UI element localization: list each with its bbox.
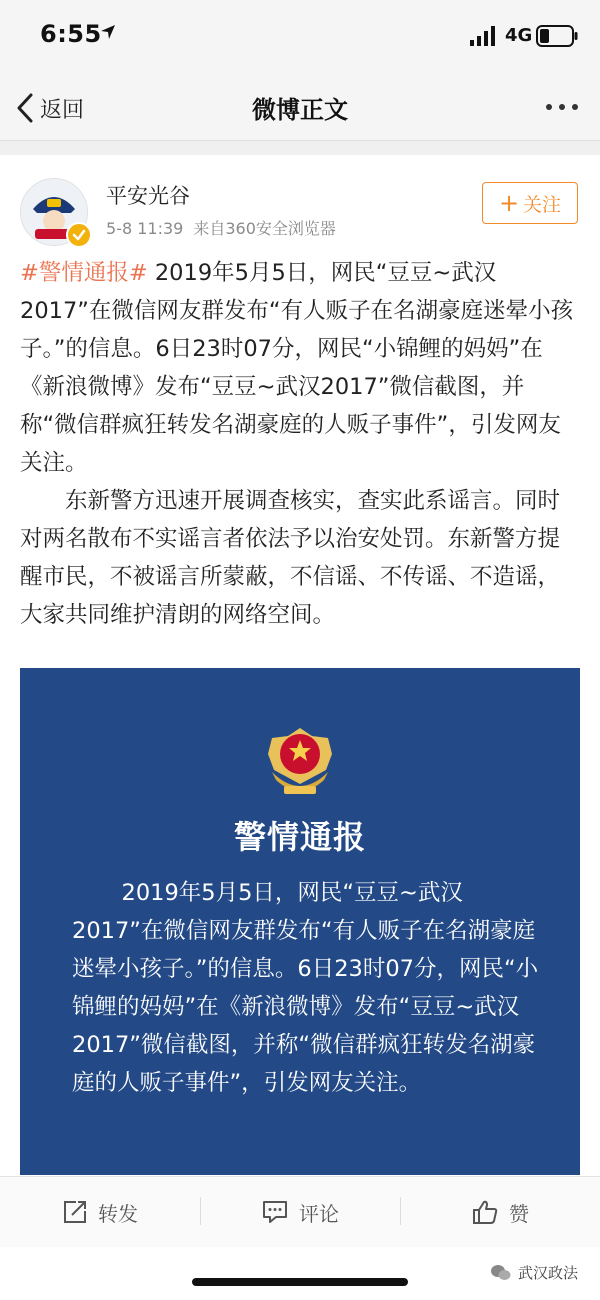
follow-label: 关注 — [523, 193, 562, 216]
repost-label: 转发 — [98, 1201, 138, 1226]
notice-title: 警情通报 — [233, 818, 366, 856]
post-paragraph-2: 东新警方迅速开展调查核实，查实此系谣言。同时对两名散布不实谣言者依法予以治安处罚。东新警方提醒市民，不被谣言所蒙蔽，不信谣、不传谣、不造谣，大家共同维护清朗的网络空间。 — [20, 488, 561, 628]
notice-image[interactable] — [20, 668, 580, 1175]
nav-bar — [0, 76, 600, 141]
post-paragraph-1-text: 2019年5月5日，网民“豆豆~武汉2017”在微信网友群发布“有人贩子在名湖豪庭迷晕小孩子。”的信息。6日23时07分，网民“小锦鲤的妈妈”在《新浪微博》发布“豆豆~武汉2017”微信截图，并称“微信群疯狂转发名湖豪庭的人贩子事件”，引发网友关注。 — [20, 260, 574, 476]
plus-icon: + — [498, 189, 520, 217]
post-meta — [106, 216, 336, 239]
like-label: 赞 — [509, 1201, 529, 1226]
battery-icon — [536, 25, 578, 47]
follow-button[interactable] — [482, 182, 578, 224]
back-label: 返回 — [40, 97, 85, 123]
post-time: 5-8 11:39 — [106, 219, 184, 238]
post-paragraph-1 — [20, 254, 580, 482]
like-icon — [471, 1199, 499, 1225]
repost-icon — [62, 1199, 88, 1225]
notice-body — [72, 874, 542, 1102]
verified-badge-icon — [66, 222, 92, 248]
post-source: 来自360安全浏览器 — [193, 219, 336, 238]
action-bar — [0, 1176, 600, 1247]
watermark-text: 武汉政法 — [518, 1264, 579, 1282]
status-bar — [0, 0, 600, 76]
hashtag-link[interactable]: #警情通报# — [20, 260, 148, 286]
post-content — [20, 254, 580, 634]
wechat-icon — [490, 1264, 512, 1282]
location-arrow-icon — [100, 24, 116, 40]
comment-button[interactable] — [200, 1177, 400, 1247]
page-title: 微博正文 — [252, 96, 348, 124]
like-button[interactable] — [400, 1177, 600, 1247]
more-icon[interactable] — [546, 104, 578, 110]
comment-icon — [261, 1199, 289, 1225]
status-time: 6:55 — [40, 20, 102, 48]
post-username[interactable]: 平安光谷 — [106, 184, 190, 208]
network-type: 4G — [505, 25, 533, 46]
section-divider — [0, 141, 600, 155]
notice-body-text: 2019年5月5日，网民“豆豆~武汉2017”在微信网友群发布“有人贩子在名湖豪庭迷晕小孩子。”的信息。6日23时07分，网民“小锦鲤的妈妈”在《新浪微博》发布“豆豆~武汉2017”微信截图，并称“微信群疯狂转发名湖豪庭的人贩子事件”，引发网友关注。 — [72, 880, 539, 1096]
repost-button[interactable] — [0, 1177, 200, 1247]
signal-icon — [470, 26, 496, 46]
watermark — [490, 1262, 578, 1283]
police-emblem-icon — [250, 710, 350, 810]
comment-label: 评论 — [299, 1201, 339, 1226]
home-indicator[interactable] — [192, 1278, 408, 1286]
